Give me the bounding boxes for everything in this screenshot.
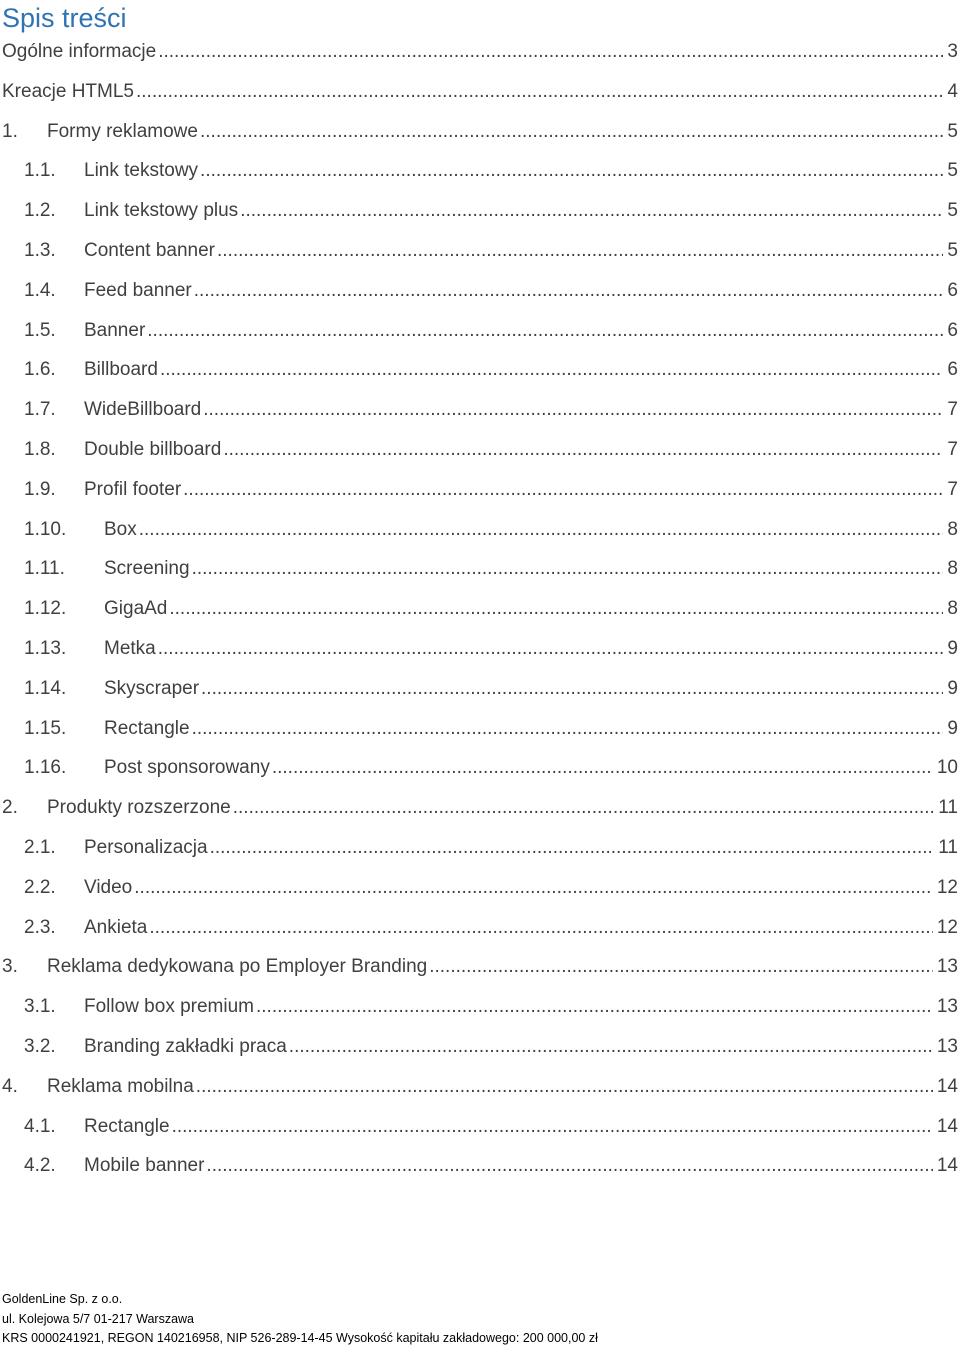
- toc-dot-leader: [192, 549, 944, 589]
- toc-entry-number: 1.8.: [24, 438, 56, 460]
- toc-entry-page-number: 5: [947, 200, 958, 222]
- toc-entry-number: 3.: [2, 956, 18, 978]
- toc-entry[interactable]: [0, 669, 960, 709]
- toc-dot-leader: [240, 191, 943, 231]
- toc-entry-page-number: 12: [936, 916, 958, 938]
- toc-entry-title: Mobile banner: [84, 1155, 205, 1177]
- toc-entry[interactable]: [0, 32, 960, 72]
- toc-entry-title: Formy reklamowe: [47, 120, 198, 142]
- footer-address: ul. Kolejowa 5/7 01-217 Warszawa: [2, 1311, 194, 1326]
- toc-entry-page-number: 7: [947, 438, 958, 460]
- toc-entry-title: Profil footer: [84, 478, 182, 500]
- toc-entry-page-number: 3: [947, 41, 958, 62]
- toc-entry-page-number: 11: [938, 797, 958, 819]
- toc-entry[interactable]: [0, 549, 960, 589]
- toc-entry-title: Banner: [84, 319, 146, 341]
- toc-entry-title: Link tekstowy: [84, 160, 199, 182]
- toc-entry-number: 1.2.: [24, 200, 56, 222]
- toc-entry-title: Ankieta: [84, 916, 148, 938]
- toc-dot-leader: [272, 748, 933, 788]
- toc-entry-page-number: 11: [938, 836, 958, 858]
- toc-entry-title: WideBillboard: [84, 399, 202, 421]
- toc-dot-leader: [223, 430, 943, 470]
- toc-dot-leader: [160, 350, 943, 390]
- toc-dot-leader: [203, 390, 943, 430]
- toc-entry-page-number: 8: [947, 598, 958, 620]
- toc-entry-number: 1.: [2, 120, 18, 142]
- toc-entry-title: Link tekstowy plus: [84, 200, 239, 222]
- toc-entry[interactable]: [0, 629, 960, 669]
- toc-entry-number: 1.9.: [24, 478, 56, 500]
- toc-entry-page-number: 6: [947, 279, 958, 301]
- toc-entry-page-number: 7: [947, 478, 958, 500]
- toc-entry-page-number: 12: [936, 876, 958, 898]
- toc-entry-page-number: 13: [936, 996, 958, 1018]
- page-title: Spis treści: [2, 3, 127, 33]
- toc-entry[interactable]: [0, 589, 960, 629]
- toc-entry[interactable]: [0, 231, 960, 271]
- footer: [2, 1290, 598, 1349]
- toc-entry-title: Feed banner: [84, 279, 192, 301]
- toc-entry-number: 1.3.: [24, 239, 56, 261]
- toc-entry-title: Branding zakładki praca: [84, 1035, 287, 1057]
- toc-entry[interactable]: [0, 271, 960, 311]
- toc-entry-page-number: 9: [947, 677, 958, 699]
- toc-entry-number: 3.1.: [24, 996, 56, 1018]
- toc-entry[interactable]: [0, 709, 960, 749]
- toc-entry-number: 1.7.: [24, 399, 56, 421]
- toc-dot-leader: [183, 470, 943, 510]
- toc-dot-leader: [139, 510, 944, 550]
- toc-entry-number: 4.1.: [24, 1115, 56, 1137]
- toc-entry-page-number: 5: [947, 120, 958, 142]
- toc-entry[interactable]: [0, 788, 960, 828]
- toc-dot-leader: [169, 589, 943, 629]
- toc-entry-number: 2.: [2, 797, 18, 819]
- toc-entry-page-number: 7: [947, 399, 958, 421]
- toc-entry-page-number: 8: [947, 518, 958, 540]
- toc-dot-leader: [429, 947, 933, 987]
- toc-entry-title: Post sponsorowany: [104, 757, 270, 779]
- toc-entry-title: Video: [84, 876, 133, 898]
- toc-entry-number: 2.3.: [24, 916, 56, 938]
- toc-dot-leader: [158, 629, 944, 669]
- toc-dot-leader: [256, 987, 933, 1027]
- toc-entry[interactable]: [0, 151, 960, 191]
- toc-dot-leader: [206, 1146, 932, 1186]
- toc-entry-page-number: 13: [936, 956, 958, 978]
- toc-entry-number: 2.2.: [24, 876, 56, 898]
- footer-registry: KRS 0000241921, REGON 140216958, NIP 526-289-14-45 Wysokość kapitału zakładowego: 200 000,00 zł: [2, 1331, 598, 1345]
- toc-dot-leader: [172, 1107, 933, 1147]
- toc-entry[interactable]: [0, 311, 960, 351]
- toc-dot-leader: [192, 709, 944, 749]
- toc-entry[interactable]: [0, 72, 960, 112]
- toc-entry-number: 1.13.: [24, 637, 67, 659]
- toc-entry[interactable]: [0, 112, 960, 152]
- toc-entry-page-number: 14: [936, 1075, 958, 1097]
- toc-entry-title: Rectangle: [104, 717, 190, 739]
- toc-dot-leader: [200, 112, 943, 152]
- toc-entry-number: 1.11.: [24, 558, 65, 580]
- toc-entry-number: 1.4.: [24, 279, 56, 301]
- toc-entry[interactable]: [0, 390, 960, 430]
- toc-entry-page-number: 9: [947, 717, 958, 739]
- toc-entry[interactable]: [0, 510, 960, 550]
- toc-dot-leader: [136, 72, 943, 112]
- toc-entry-number: 1.14.: [24, 677, 67, 699]
- toc-dot-leader: [158, 32, 943, 72]
- toc-entry[interactable]: [0, 1146, 960, 1186]
- toc-dot-leader: [217, 231, 943, 271]
- toc-entry-number: 1.16.: [24, 757, 67, 779]
- toc-entry-title: Reklama dedykowana po Employer Branding: [47, 956, 428, 978]
- toc-entry[interactable]: [0, 350, 960, 390]
- toc-dot-leader: [196, 1067, 933, 1107]
- toc-entry-title: Metka: [104, 637, 156, 659]
- toc-entry-page-number: 9: [947, 637, 958, 659]
- toc-entry-page-number: 13: [936, 1035, 958, 1057]
- table-of-contents: [0, 32, 960, 1186]
- toc-entry-number: 1.1.: [24, 160, 56, 182]
- toc-entry-title: Produkty rozszerzone: [47, 797, 231, 819]
- toc-entry-number: 3.2.: [24, 1035, 56, 1057]
- toc-entry[interactable]: [0, 191, 960, 231]
- toc-entry[interactable]: [0, 1067, 960, 1107]
- toc-dot-leader: [233, 788, 935, 828]
- toc-entry-title: Content banner: [84, 239, 215, 261]
- toc-entry-page-number: 6: [947, 359, 958, 381]
- toc-entry-page-number: 8: [947, 558, 958, 580]
- toc-entry-title: Personalizacja: [84, 836, 208, 858]
- toc-entry-title: Rectangle: [84, 1115, 170, 1137]
- toc-entry-title: Reklama mobilna: [47, 1075, 194, 1097]
- toc-entry[interactable]: [0, 1027, 960, 1067]
- toc-entry[interactable]: [0, 908, 960, 948]
- toc-dot-leader: [149, 908, 932, 948]
- toc-entry-number: 4.2.: [24, 1155, 56, 1177]
- toc-dot-leader: [201, 669, 943, 709]
- toc-entry-number: 2.1.: [24, 836, 56, 858]
- toc-entry-title: GigaAd: [104, 598, 168, 620]
- toc-entry-title: Screening: [104, 558, 190, 580]
- toc-entry[interactable]: [0, 748, 960, 788]
- toc-entry-number: 1.12.: [24, 598, 67, 620]
- toc-entry[interactable]: [0, 868, 960, 908]
- toc-dot-leader: [194, 271, 944, 311]
- toc-entry-title: Follow box premium: [84, 996, 254, 1018]
- toc-dot-leader: [289, 1027, 933, 1067]
- toc-entry[interactable]: [0, 987, 960, 1027]
- toc-entry-title: Skyscraper: [104, 677, 200, 699]
- toc-entry[interactable]: [0, 470, 960, 510]
- toc-dot-leader: [147, 311, 943, 351]
- footer-company: GoldenLine Sp. z o.o.: [2, 1292, 123, 1306]
- toc-entry-number: 1.5.: [24, 319, 56, 341]
- toc-entry-page-number: 4: [947, 80, 958, 102]
- toc-entry-page-number: 14: [936, 1155, 958, 1177]
- toc-entry-page-number: 10: [936, 757, 958, 779]
- toc-dot-leader: [134, 868, 933, 908]
- toc-entry[interactable]: [0, 828, 960, 868]
- toc-entry[interactable]: [0, 947, 960, 987]
- toc-entry-number: 1.10.: [24, 518, 67, 540]
- toc-entry-title: Box: [104, 518, 137, 540]
- toc-entry[interactable]: [0, 430, 960, 470]
- toc-entry-number: 4.: [2, 1075, 18, 1097]
- toc-entry-page-number: 14: [936, 1115, 958, 1137]
- toc-entry-title: Kreacje HTML5: [2, 80, 134, 102]
- toc-entry-title: Ogólne informacje: [2, 41, 157, 62]
- toc-entry-number: 1.6.: [24, 359, 56, 381]
- toc-entry-page-number: 6: [947, 319, 958, 341]
- toc-entry-page-number: 5: [947, 160, 958, 182]
- toc-entry-page-number: 5: [947, 239, 958, 261]
- toc-dot-leader: [210, 828, 935, 868]
- toc-dot-leader: [200, 151, 943, 191]
- toc-entry[interactable]: [0, 1107, 960, 1147]
- toc-entry-title: Double billboard: [84, 438, 222, 460]
- toc-entry-title: Billboard: [84, 359, 158, 381]
- toc-entry-number: 1.15.: [24, 717, 67, 739]
